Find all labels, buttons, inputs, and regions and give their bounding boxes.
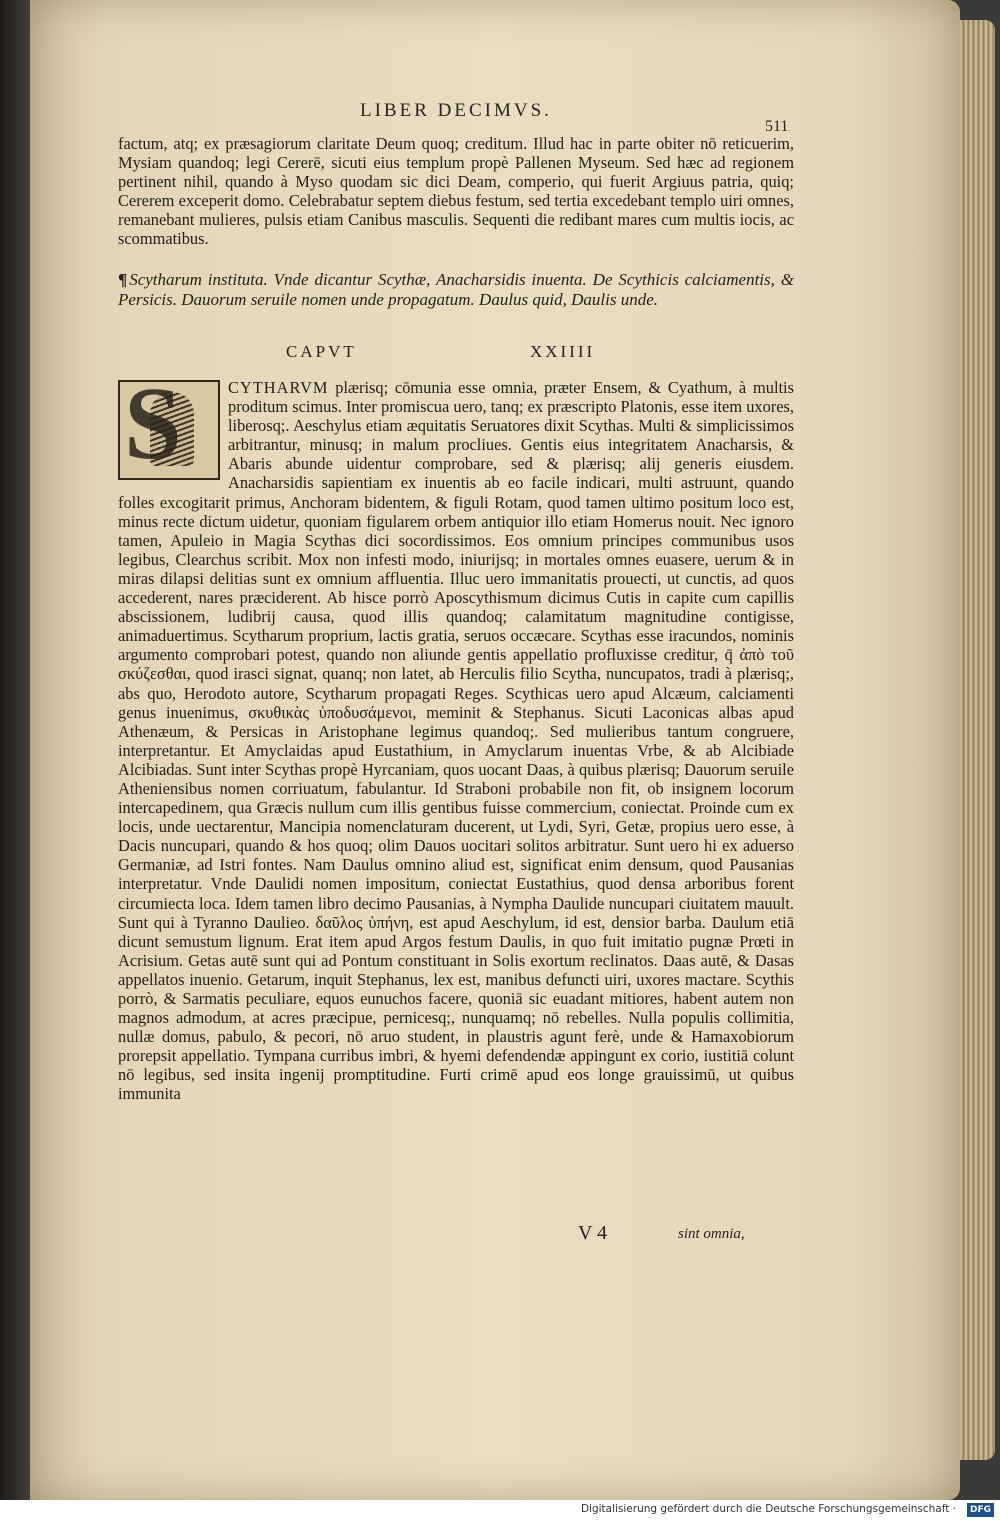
footer-text: Digitalisierung gefördert durch die Deutsche Forschungsgemeinschaft · bbox=[580, 1503, 956, 1515]
chapter-number: XXIIII bbox=[530, 342, 596, 361]
summary-text: Scytharum instituta. Vnde dicantur Scythæ, Anacharsidis inuenta. De Scythicis calciamentis, & Persicis. Dauorum seruile nomen unde propagatum. Daulus quid, Daulis unde. bbox=[118, 270, 794, 309]
chapter-summary bbox=[118, 270, 794, 310]
first-words: CYTHARVM bbox=[228, 378, 329, 397]
dfg-logo[interactable]: DFG bbox=[967, 1503, 994, 1517]
running-head: LIBER DECIMVS. bbox=[360, 100, 552, 121]
signature-mark: V 4 bbox=[578, 1222, 608, 1244]
page-edges bbox=[955, 20, 995, 1460]
pilcrow-mark: ¶ bbox=[118, 270, 128, 289]
initial-letter: S bbox=[124, 380, 182, 480]
catchword: sint omnia, bbox=[678, 1226, 745, 1242]
main-text-body: plærisq; cōmunia esse omnia, præter Ensem, & Cyathum, à multis proditum scimus. Inter promiscua uero, tanq; ex præscripto Platonis, esse item uxores, liberosq;. Aeschylus etiam æquitatis Seruatores dixit Scythas. Multi & simplicissimos arbitrantur, minusq; in malum procliues. Gentis eius integritatem Anacharsis, & Abaris abunde uidentur comprobare, sed & plærisq; alij generis eiusdem. Anacharsidis sapientiam ex inuentis ab eo facile indicari, multi astruunt, quando folles excogitarit primus, Anchoram bidentem, & figuli Rotam, quod tamen ultimo positum loco est, minus recte dictum uidetur, quoniam figularem orbem antiquior illo etiam Homerus nouit. Nec ignoro tamen, Apuleio in Magia Scythas dici socordissimos. Eos omnium principes communibus usos legibus, Clearchus scribit. Mox non infesti modo, iniurijsq; in mortales omnes euasere, uerum & in miras dilapsi delitias sunt ex omnium affluentia. Illuc uero immanitatis prouecti, ut cunctis, ad quos accederent, nares præciderent. Ab hisce porrò Aposcythismum dicimus Cutis in capite cum capillis abscissionem, ludibrij causa, quod illis quandoq; calamitatum magnitudine contigisse, animaduertimus. Scytharum proprium, lactis gratia, seruos occæcare. Scythas esse iracundos, nominis argumento comprobari potest, quando non aliunde gentis appellatio profluxisse creditur, q̄ ἀπὸ τοῦ σκύζεσθαι, quod irasci signat, quanq; non latet, ab Herculis filio Scytha, nuncupatos, tradi à plærisq;, abs quo, Herodoto autore, Scytharum propagati Reges. Scythicas uero apud Alcæum, calciamenti genus inuenimus, σκυθικὰς ὑποδυσάμενοι, meminit & Stephanus. Sicuti Laconicas albas apud Athenæum, & Persicas in Aristophane legimus quandoq;. Sed mulieribus tantum congruere, interpretantur. Et Amyclaidas apud Eustathium, in Amyclarum inuentas Vrbe, & ab Alcibiade Alcibiadas. Sunt inter Scythas propè Hyrcaniam, quos uocant Daas, à quibus plærisq; Dauorum seruile Atheniensibus nomen corriuatum, fabulantur. Id Straboni probabile non fit, ob insignem locorum intercapedinem, qua Græcis nullum cum illis gentibus fuisse commercium, coniectat. Proinde cum ex locis, unde uectarentur, Mancipia nomenclaturam ducerent, ut Lydi, Syri, Getæ, propius uero esse, à Dacis nuncupari, quando & hos quoq; olim Dauos uocitari solitos arbitratur. Sunt uero hi ex aduerso Germaniæ, ad Istri fontes. Nam Daulus omnino aliud est, significat enim densum, quod Pausanias interpretatur. Vnde Daulidi nomen impositum, coniectat Eustathius, quod densa arboribus forent circumiecta loca. Idem tamen libro decimo Pausanias, à Nympha Daulide nuncupari ciuitatem mauult. Sunt qui à Tyranno Daulieo. δαῦλος ὑπήνη, est apud Aeschylum, id est, densior barba. Daulum etiā dicunt semustum lignum. Erat item apud Argos festum Daulis, in quo fuit imitatio pugnæ Prœti in Acrisium. Getas autē sunt qui ad Pontum constituant in Solis exortum reclinatos. Daas autē, & Dasas appellatos inuenio. Getarum, inquit Stephanus, lex est, manibus defuncti uiri, uxores mactare. Scythis porrò, & Sarmatis peculiare, equos eunuchos facere, quoniā sic euadant mitiores, habent autem non magnos admodum, at acres præcipue, pernicesq;, nunquamq; nō rebelles. Nulla populis collimitia, nullæ domus, pabulo, & pecori, nō aruo student, in plaustris agunt ferè, unde & Hamaxobiorum prorepsit appellatio. Tympana curribus imbri, & hyemi defendendæ appingunt ex corio, iustitiā colunt nō legibus, sed insita ingenij promptitudine. Furti crimē apud eos longe grauissimū, ut quibus immunita bbox=[118, 378, 794, 1104]
decorated-initial bbox=[118, 380, 220, 480]
chapter-label: CAPVT bbox=[286, 342, 357, 361]
footer-bar bbox=[0, 1500, 1000, 1520]
main-text bbox=[118, 378, 794, 1104]
folio-number: 511 bbox=[765, 118, 789, 135]
top-paragraph: factum, atq; ex præsagiorum claritate Deum quoq; creditum. Illud hac in parte obiter nō reticuerim, Mysiam quandoq; legi Cererē, sicuti eius templum propè Pallenen Myseum. Sed hæc ad regionem pertinent nihil, quando à Myso quodam sic dici Deam, comperio, qui fuerit Argiuus patria, quiq; Cererem exceperit domo. Celebrabatur septem diebus festum, sed tertia excedebant templo uiri omnes, remanebant mulieres, pulsis etiam Canibus masculis. Sequenti die redibant mares cum multis iocis, ac scommatibus. bbox=[118, 134, 794, 249]
